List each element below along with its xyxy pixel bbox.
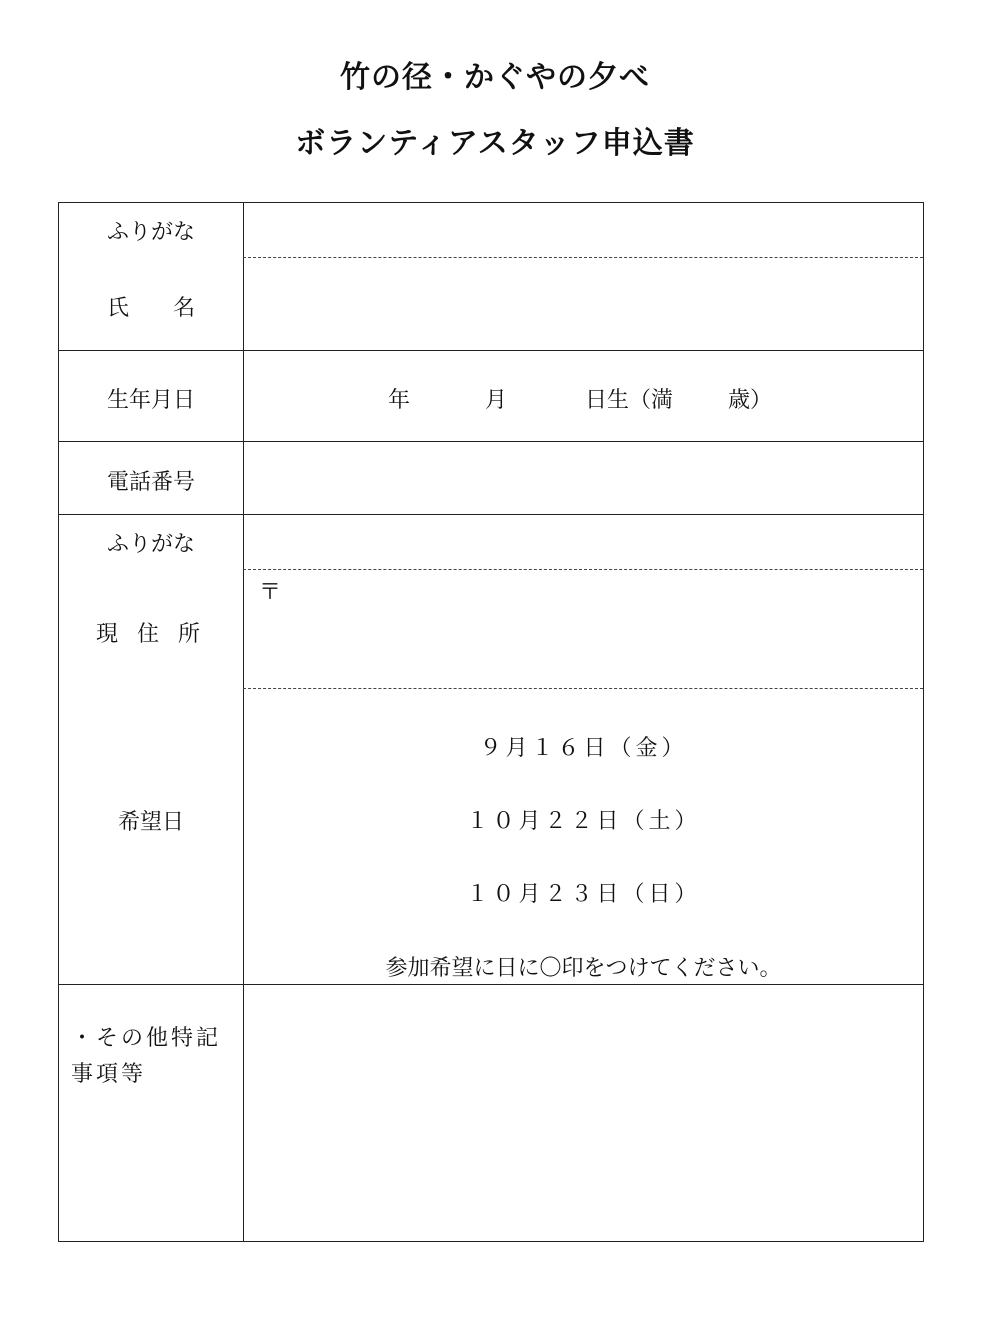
other-notes-label-line2: 事項等	[71, 1062, 147, 1087]
other-notes-label-line1: ・その他特記	[71, 1026, 222, 1051]
phone-field[interactable]	[244, 442, 923, 514]
address-field[interactable]	[244, 570, 923, 688]
birth-month-text: 月	[485, 388, 508, 413]
preferred-date-note: 参加希望に日に〇印をつけてください。	[385, 956, 782, 981]
other-notes-label	[71, 1021, 236, 1093]
birthdate-label: 生年月日	[106, 388, 195, 413]
name-field[interactable]	[244, 258, 923, 350]
preferred-date-label: 希望日	[117, 810, 184, 835]
date-option-2[interactable]: １０月２２日（土）	[466, 809, 701, 834]
address-divider	[243, 688, 923, 689]
date-option-1[interactable]: ９月１６日（金）	[479, 736, 688, 761]
name-label: 氏 名	[106, 296, 195, 321]
address-furigana-field[interactable]	[244, 515, 923, 569]
form-title: 竹の径・かぐやの夕べ	[340, 60, 650, 95]
furigana-label: ふりがな	[106, 220, 195, 245]
furigana-label-2: ふりがな	[106, 532, 195, 557]
birth-day-text: 日生（満	[585, 388, 674, 413]
application-form-table	[58, 202, 924, 1242]
postal-mark: 〒	[259, 580, 282, 605]
furigana-field[interactable]	[244, 203, 923, 257]
phone-label: 電話番号	[106, 470, 195, 495]
row-divider-name	[59, 350, 923, 351]
date-option-3[interactable]: １０月２３日（日）	[466, 882, 701, 907]
form-subtitle: ボランティアスタッフ申込書	[295, 126, 695, 161]
birth-age-text: 歳）	[728, 388, 773, 413]
other-notes-field[interactable]	[244, 985, 923, 1241]
address-label: 現 住 所	[96, 622, 206, 647]
birth-year-text: 年	[388, 388, 411, 413]
